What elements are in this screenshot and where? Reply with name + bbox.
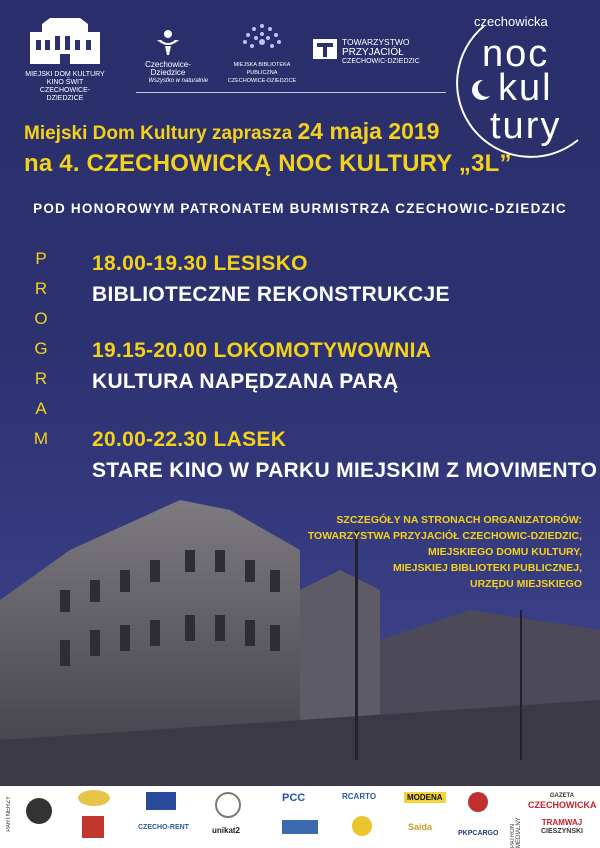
- patronage-text: POD HONOROWYM PATRONATEM BURMISTRZA CZECHOWIC-DZIEDZIC: [33, 201, 567, 216]
- tpcd-t-icon: [312, 38, 338, 60]
- media-gazeta: [528, 792, 596, 810]
- city-logo: [128, 28, 208, 85]
- details-line: URZĘDU MIEJSKIEGO: [469, 578, 582, 590]
- event-time: 19.15-20.00 LOKOMOTYWOWNIA: [92, 339, 432, 362]
- details-line: MIEJSKIEGO DOMU KULTURY,: [427, 546, 582, 558]
- cinema-building-icon: [28, 14, 102, 66]
- mdk-line2: KINO ŚWIT: [46, 79, 84, 86]
- program-letter: A: [35, 399, 47, 418]
- headline-invite: [24, 118, 439, 145]
- program-letter: P: [35, 249, 47, 268]
- event-title: KULTURA NAPĘDZANA PARĄ: [92, 370, 399, 393]
- noc-kultury-logo: [446, 8, 596, 168]
- mdk-line1: MIEJSKI DOM KULTURY: [25, 71, 105, 78]
- partner-saida: Saida: [408, 822, 433, 832]
- program-letter: O: [34, 309, 48, 328]
- nock-line2: kul: [498, 67, 553, 109]
- details-line: TOWARZYSTWA PRZYJACIÓŁ CZECHOWIC-DZIEDZIC,: [307, 530, 582, 542]
- partner-logo-red: [82, 816, 104, 838]
- partner-logo-emblem: [468, 792, 488, 812]
- event-time: 18.00-19.30 LESISKO: [92, 252, 308, 275]
- library-logo: [222, 20, 302, 85]
- event-title: BIBLIOTECZNE REKONSTRUKCJE: [92, 283, 450, 306]
- partner-logo-yellow: [78, 790, 110, 806]
- sponsors-strip: [0, 786, 600, 848]
- partners-label: PARTNERZY: [6, 796, 12, 832]
- partner-pkpcargo: PKPCARGO: [458, 830, 499, 837]
- event-title: STARE KINO W PARKU MIEJSKIM Z MOVIMENTO: [92, 459, 598, 482]
- headline-prefix: Miejski Dom Kultury zaprasza: [24, 123, 293, 144]
- library-radial-icon: [237, 20, 287, 56]
- partner-logo-kw: [282, 820, 318, 834]
- nock-line1: noc: [482, 33, 550, 75]
- media-gazeta-line1: GAZETA: [549, 793, 575, 799]
- partner-modena: MODENA: [404, 792, 446, 803]
- program-letter: M: [33, 429, 49, 448]
- media-patron-label: PATRON MEDIALNY: [510, 817, 522, 848]
- city-name: Czechowice-Dziedzice: [145, 60, 191, 77]
- details-line: MIEJSKIEJ BIBLIOTEKI PUBLICZNEJ,: [392, 562, 582, 574]
- headline-date: 24 maja 2019: [297, 118, 440, 144]
- library-line1: MIEJSKA BIBLIOTEKA PUBLICZNA: [233, 62, 291, 76]
- program-letter: R: [34, 279, 48, 298]
- library-line2: CZECHOWICE-DZIEDZICE: [227, 78, 297, 84]
- event-time: 20.00-22.30 LASEK: [92, 428, 287, 451]
- media-gazeta-line2: CZECHOWICKA: [528, 800, 597, 810]
- partner-logo-circle: [26, 798, 52, 824]
- moon-icon: [468, 78, 492, 102]
- mdk-line3: CZECHOWICE-DZIEDZICE: [39, 87, 91, 102]
- city-slogan: Wszystko w naturalnie: [148, 78, 208, 84]
- program-letter: R: [34, 369, 48, 388]
- nock-line3: tury: [490, 105, 562, 147]
- media-tramwaj-line2: CIESZYŃSKI: [540, 828, 583, 835]
- partner-unikat2: unikat2: [212, 826, 241, 835]
- partner-logo-flower: [352, 816, 372, 836]
- program-label: [32, 244, 50, 454]
- nock-top: czechowicka: [474, 14, 548, 29]
- mdk-logo: [22, 14, 108, 103]
- tpcd-line2: PRZYJACIÓŁ: [342, 47, 404, 58]
- details-line: SZCZEGÓŁY NA STRONACH ORGANIZATORÓW:: [336, 514, 582, 526]
- partner-logo-flags: [146, 792, 176, 810]
- partner-logo-round: [215, 792, 241, 818]
- partner-pcc: PCC: [282, 792, 306, 804]
- tpcd-line3: CZECHOWIC-DZIEDZIC: [342, 58, 420, 65]
- headline-event: na 4. CZECHOWICKĄ NOC KULTURY „3L”: [24, 150, 512, 177]
- organizers-details: [302, 512, 582, 592]
- figure-icon: [153, 28, 183, 56]
- header-divider: [136, 92, 446, 93]
- media-tramwaj: [536, 818, 588, 836]
- media-tramwaj-line1: TRAMWAJ: [541, 818, 583, 827]
- partner-rcarto: RCARTO: [342, 792, 377, 801]
- tpcd-line1: TOWARZYSTWO: [342, 37, 410, 47]
- partner-czecho-rent: CZECHO-RENT: [138, 824, 189, 831]
- program-letter: G: [34, 339, 48, 358]
